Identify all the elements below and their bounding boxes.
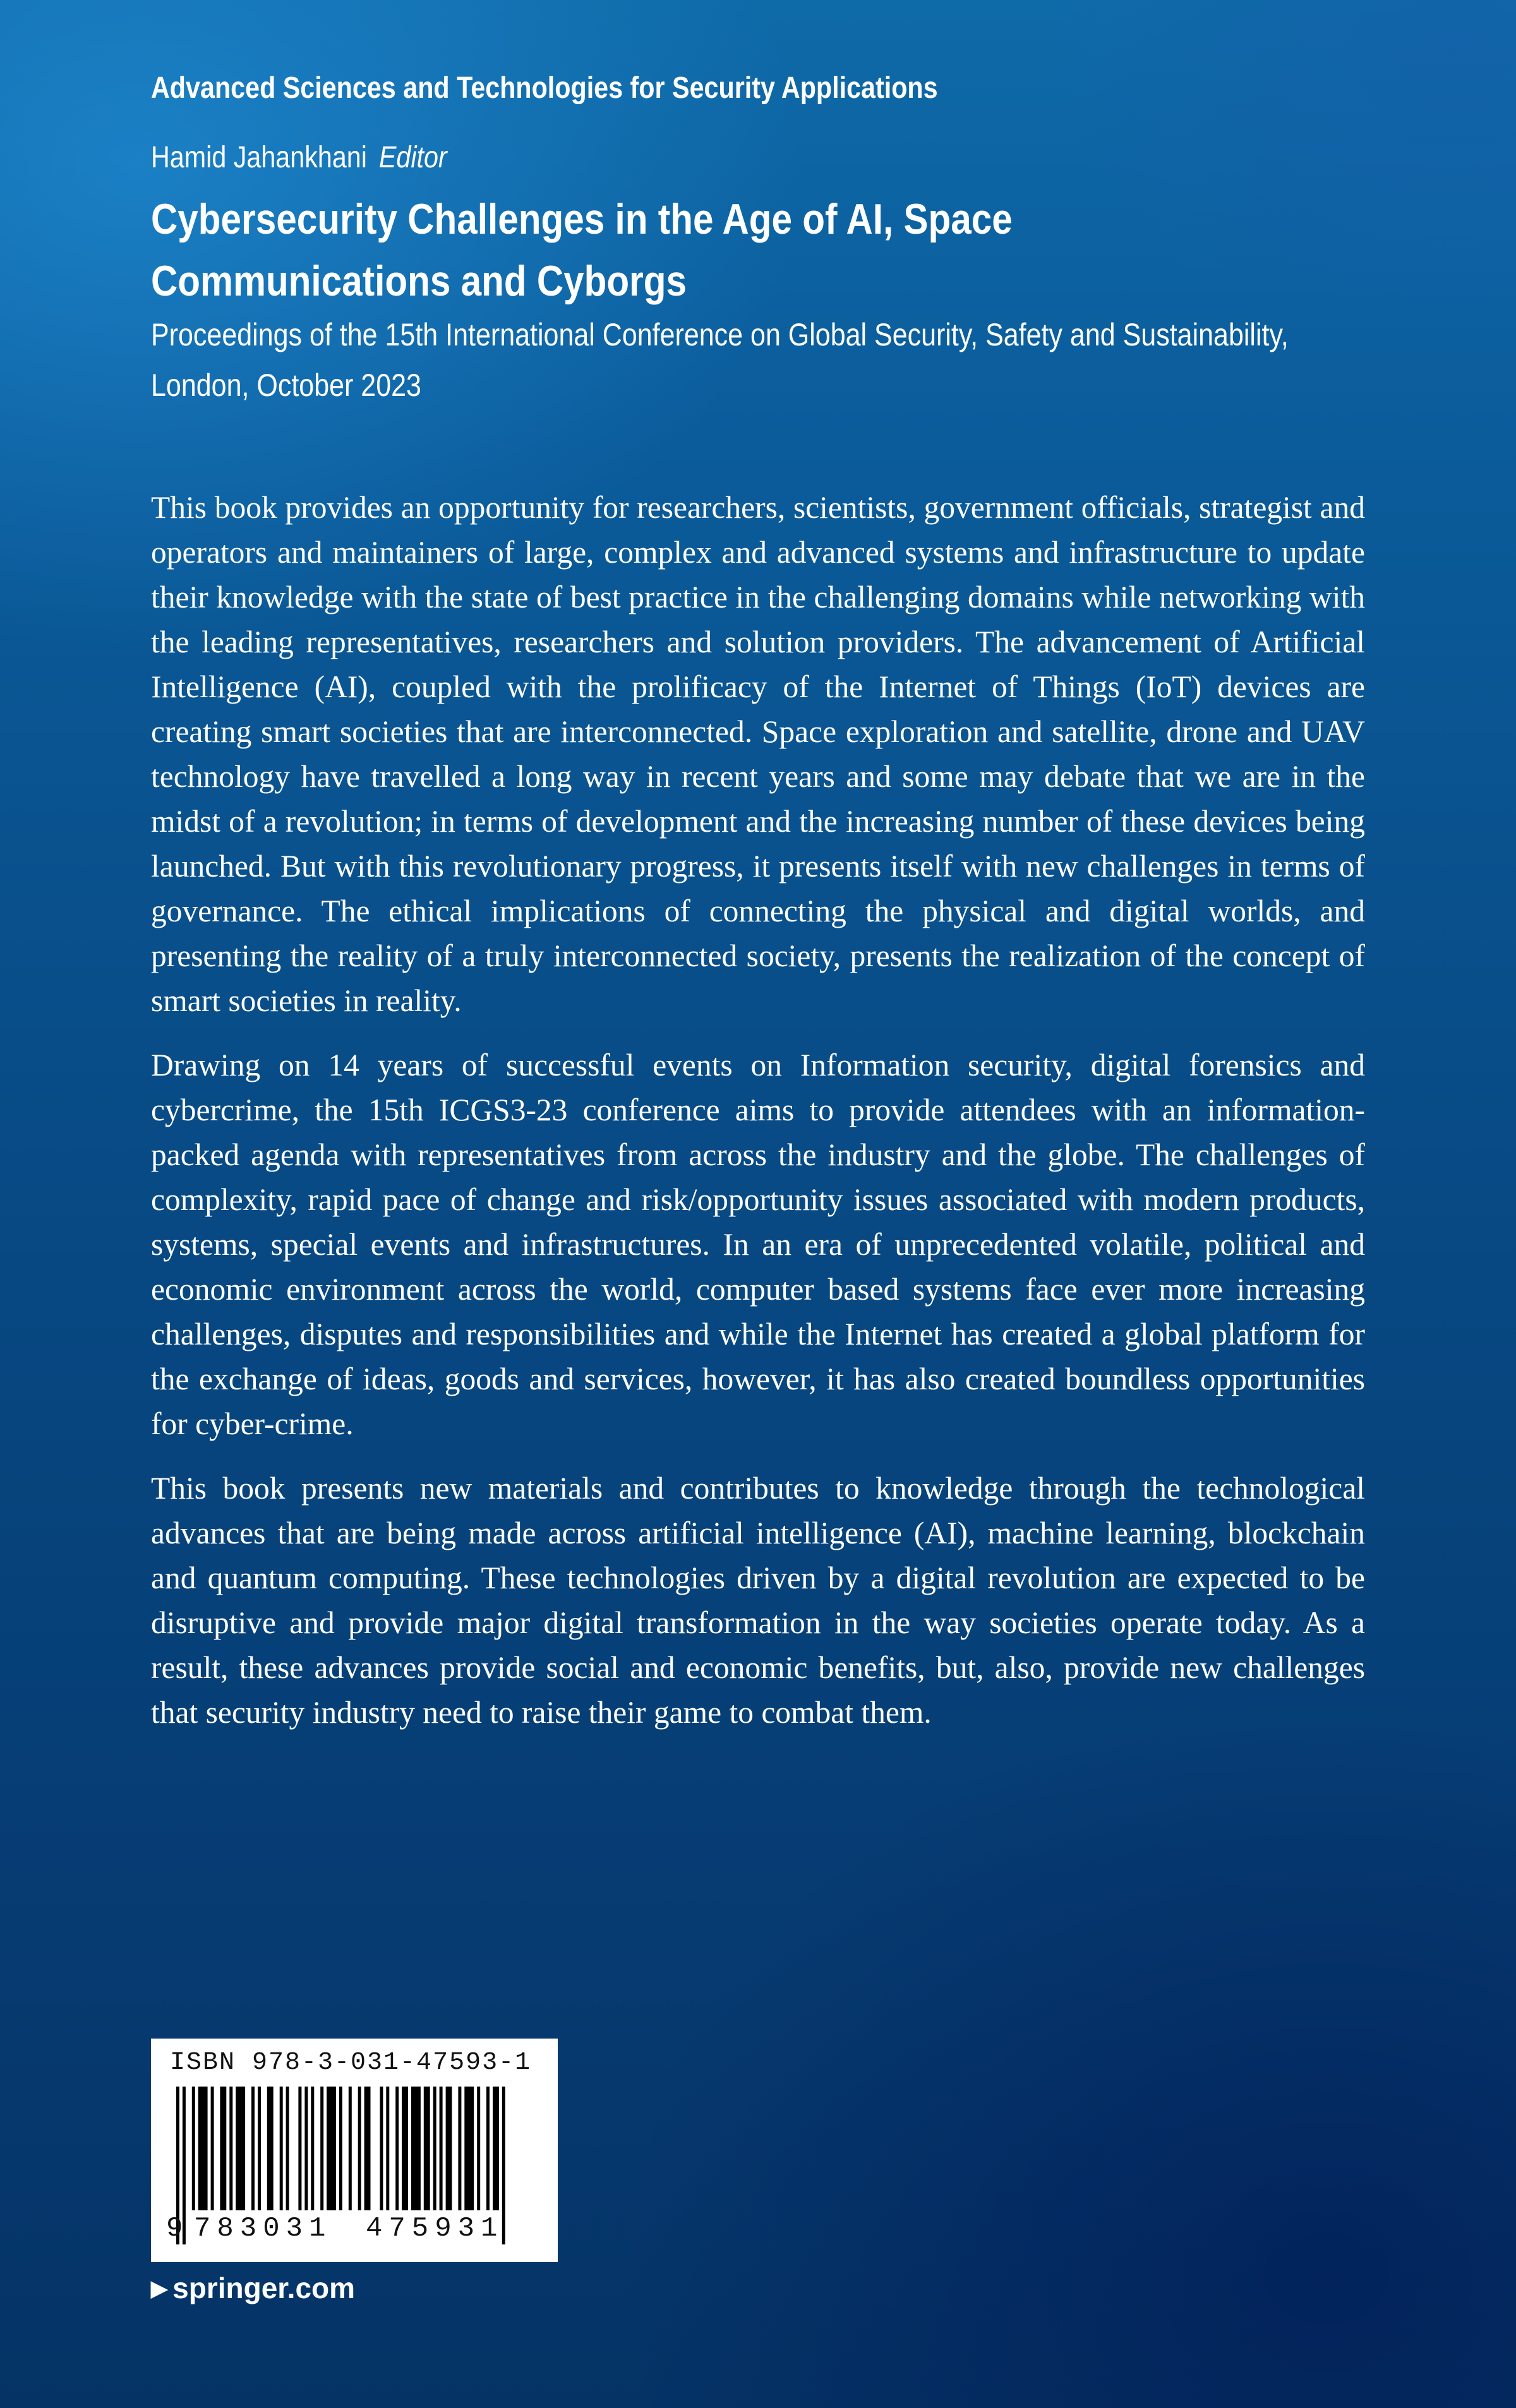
barcode-bar <box>440 2087 443 2210</box>
editor-line <box>151 140 447 175</box>
barcode-bar <box>339 2087 342 2210</box>
barcode-first-digit: 9 <box>166 2213 183 2244</box>
isbn-barcode-panel <box>151 2039 558 2262</box>
barcode-bar <box>320 2087 323 2210</box>
publisher-link-text: springer.com <box>172 2272 356 2304</box>
barcode-bar <box>446 2087 452 2210</box>
editor-role: Editor <box>378 141 447 174</box>
arrow-right-icon: ▶ <box>151 2277 168 2301</box>
editor-name: Hamid Jahankhani <box>151 141 367 174</box>
barcode-bar <box>183 2087 186 2244</box>
barcode-bar <box>198 2087 208 2210</box>
barcode-bar <box>298 2087 301 2210</box>
barcode-left-digits: 783031 <box>194 2213 332 2244</box>
barcode-bar <box>386 2087 389 2210</box>
barcode-bar <box>493 2087 499 2210</box>
barcode-bar <box>311 2087 314 2210</box>
barcode-bar <box>380 2087 383 2210</box>
publisher-link[interactable] <box>151 2271 355 2305</box>
barcode-right-digits: 475931 <box>366 2213 504 2244</box>
barcode-bar <box>395 2087 399 2210</box>
description <box>151 485 1365 1754</box>
barcode-bar <box>364 2087 371 2210</box>
barcode-bar <box>267 2087 274 2210</box>
description-paragraph: This book provides an opportunity for researchers, scientists, government officials, strategist and operators and maintainers of large, complex and advanced systems and infrastructure to update their knowledge with the state of best practice in the challenging domains while networking with the leading representatives, researchers and solution providers. The advancement of Artificial Intelligence (AI), coupled with the prolificacy of the Internet of Things (IoT) devices are creating smart societies that are interconnected. Space exploration and satellite, drone and UAV technology have travelled a long way in recent years and some may debate that we are in the midst of a revolution; in terms of development and the increasing number of these devices being launched. But with this revolutionary progress, it presents itself with new challenges in terms of governance. The ethical implications of connecting the physical and digital worlds, and presenting the reality of a truly interconnected society, presents the realization of the concept of smart societies in reality. <box>151 490 1365 1018</box>
series-title: Advanced Sciences and Technologies for Security Applications <box>151 71 938 105</box>
barcode-bar <box>433 2087 436 2210</box>
book-title: Cybersecurity Challenges in the Age of AI, Space Communications and Cyborgs <box>151 195 1013 305</box>
description-paragraph: This book presents new materials and contributes to knowledge through the technological advances that are being made across artificial intelligence (AI), machine learning, blockchain and quantum computing. These technologies driven by a digital revolution are expected to be disruptive and provide major digital transformation in the way societies operate today. As a result, these advances provide social and economic benefits, but, also, provide new challenges that security industry need to raise their game to combat them. <box>151 1471 1365 1730</box>
barcode-bar <box>211 2087 214 2210</box>
barcode-bar <box>358 2087 361 2210</box>
barcode-bar <box>464 2087 474 2210</box>
barcode-bar <box>280 2087 283 2210</box>
isbn-label: ISBN 978-3-031-47593-1 <box>170 2049 532 2077</box>
barcode-bar <box>411 2087 421 2210</box>
description-paragraph: Drawing on 14 years of successful events on Information security, digital forensics and cybercrime, the 15th ICGS3-23 conference aims to provide attendees with an information-packed agenda with representatives from across the industry and the globe. The challenges of complexity, rapid pace of change and risk/opportunity issues associated with modern products, systems, special events and infrastructures. In an era of unprecedented volatile, political and economic environment across the world, computer based systems face ever more increasing challenges, disputes and responsibilities and while the Internet has created a global platform for the exchange of ideas, goods and services, however, it has also created boundless opportunities for cyber-crime. <box>151 1048 1365 1441</box>
barcode-bar <box>327 2087 336 2210</box>
barcode-bar <box>304 2087 308 2210</box>
barcode-bar <box>251 2087 255 2210</box>
barcode-bar <box>458 2087 461 2210</box>
barcode-bar <box>424 2087 430 2210</box>
barcode-bar <box>402 2087 408 2210</box>
barcode-bar <box>229 2087 232 2210</box>
barcode-bar <box>477 2087 480 2210</box>
barcode-bar <box>258 2087 261 2210</box>
barcode-bar <box>192 2087 195 2210</box>
barcode-bar <box>236 2087 245 2210</box>
barcode-bar <box>220 2087 226 2210</box>
barcode-bar <box>286 2087 289 2210</box>
barcode-bar <box>486 2087 490 2210</box>
barcode-bar <box>349 2087 352 2210</box>
book-subtitle: Proceedings of the 15th International Conference on Global Security, Safety and Sustainability, London, October 2023 <box>151 317 1289 403</box>
